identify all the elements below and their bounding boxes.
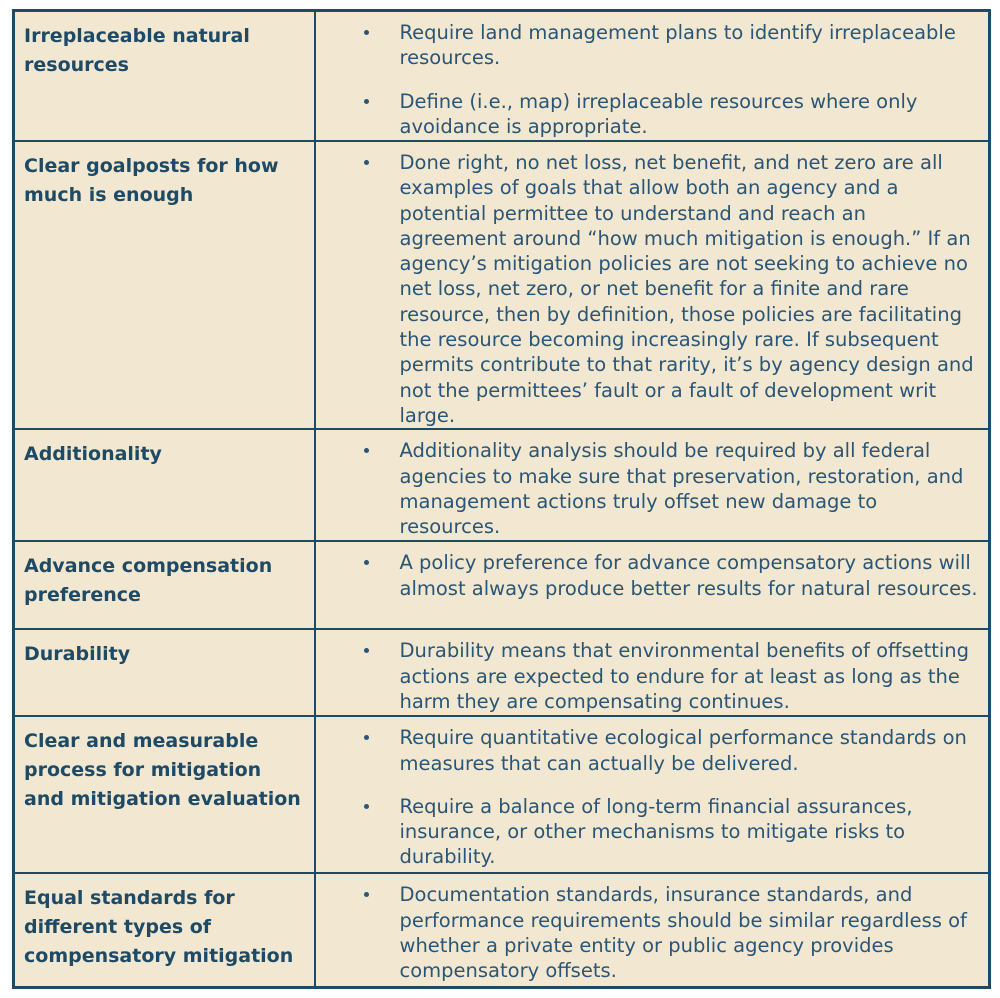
bullet-text: Additionality analysis should be required by all federal agencies to make sure that preservation, restoration, and management actions truly offset new damage to resources. (399, 439, 964, 539)
bullet-icon (364, 99, 369, 104)
bullet-text: Done right, no net loss, net benefit, and net zero are all examples of goals that allow both an agency and a potential permittee to understand and reach an agreement around “how much mitigation is enough.” If an agency’s mitigation policies are not seeking to achieve no net loss, net zero, or net benefit for a finite and rare resource, then by definition, those policies are facilitating the resource becoming increasingly rare. If subsequent permits contribute to that rarity, it’s by agency design and not the permittees’ fault or a fault of development writ large. (399, 151, 974, 427)
description-cell (315, 716, 990, 873)
description-cell (315, 873, 990, 988)
bullet-icon (364, 735, 369, 740)
bullet-item (316, 882, 979, 983)
bullet-item (316, 638, 979, 714)
row-topic: Durability (24, 643, 131, 666)
bullet-icon (364, 30, 369, 35)
description-cell (315, 541, 990, 629)
bullet-item (316, 550, 979, 601)
bullet-item (316, 89, 979, 140)
table-row (14, 141, 990, 429)
bullet-item (316, 20, 979, 71)
bullet-text: Require a balance of long-term financial assurances, insurance, or other mechanisms to mitigate risks to durability. (399, 794, 913, 869)
table-row (14, 541, 990, 629)
bullet-item (316, 150, 979, 428)
bullet-text: Require quantitative ecological performance standards on measures that can actually be delivered. (399, 726, 967, 775)
topic-cell (14, 873, 315, 988)
row-topic: Irreplaceable natural resources (24, 25, 250, 76)
bullet-item (316, 725, 979, 776)
bullet-text: Require land management plans to identify irreplaceable resources. (399, 21, 956, 70)
bullet-icon (364, 160, 369, 165)
bullet-text: Documentation standards, insurance standards, and performance requirements should be similar regardless of whether a private entity or public agency provides compensatory offsets. (399, 883, 967, 983)
topic-cell (14, 716, 315, 873)
bullet-list (316, 717, 989, 869)
row-topic: Clear goalposts for how much is enough (24, 155, 279, 206)
row-topic: Equal standards for different types of compensatory mitigation (24, 887, 294, 968)
bullet-icon (364, 892, 369, 897)
bullet-list (316, 630, 989, 714)
bullet-text: Define (i.e., map) irreplaceable resources where only avoidance is appropriate. (399, 89, 918, 138)
topic-cell (14, 429, 315, 541)
bullet-item (316, 794, 979, 870)
bullet-text: A policy preference for advance compensatory actions will almost always produce better results for natural resources. (399, 551, 978, 600)
bullet-icon (364, 560, 369, 565)
bullet-text: Durability means that environmental benefits of offsetting actions are expected to endure for at least as long as the harm they are compensating continues. (399, 639, 970, 713)
topic-cell (14, 629, 315, 716)
table-row (14, 629, 990, 716)
description-cell (315, 429, 990, 541)
table-row (14, 11, 990, 142)
row-topic: Additionality (24, 443, 162, 466)
bullet-icon (364, 448, 369, 453)
table-row (14, 873, 990, 988)
bullet-list (316, 542, 989, 601)
bullet-icon (364, 804, 369, 809)
description-cell (315, 11, 990, 142)
bullet-list (316, 430, 989, 539)
description-cell (315, 141, 990, 429)
description-cell (315, 629, 990, 716)
topic-cell (14, 141, 315, 429)
mitigation-policy-table (12, 9, 991, 989)
table-row (14, 429, 990, 541)
bullet-list (316, 874, 989, 983)
bullet-icon (364, 648, 369, 653)
topic-cell (14, 11, 315, 142)
bullet-list (316, 142, 989, 428)
table-row (14, 716, 990, 873)
bullet-list (316, 12, 989, 139)
bullet-item (316, 438, 979, 539)
row-topic: Clear and measurable process for mitigation and mitigation evaluation (24, 730, 301, 811)
row-topic: Advance compensation preference (24, 555, 273, 607)
topic-cell (14, 541, 315, 629)
